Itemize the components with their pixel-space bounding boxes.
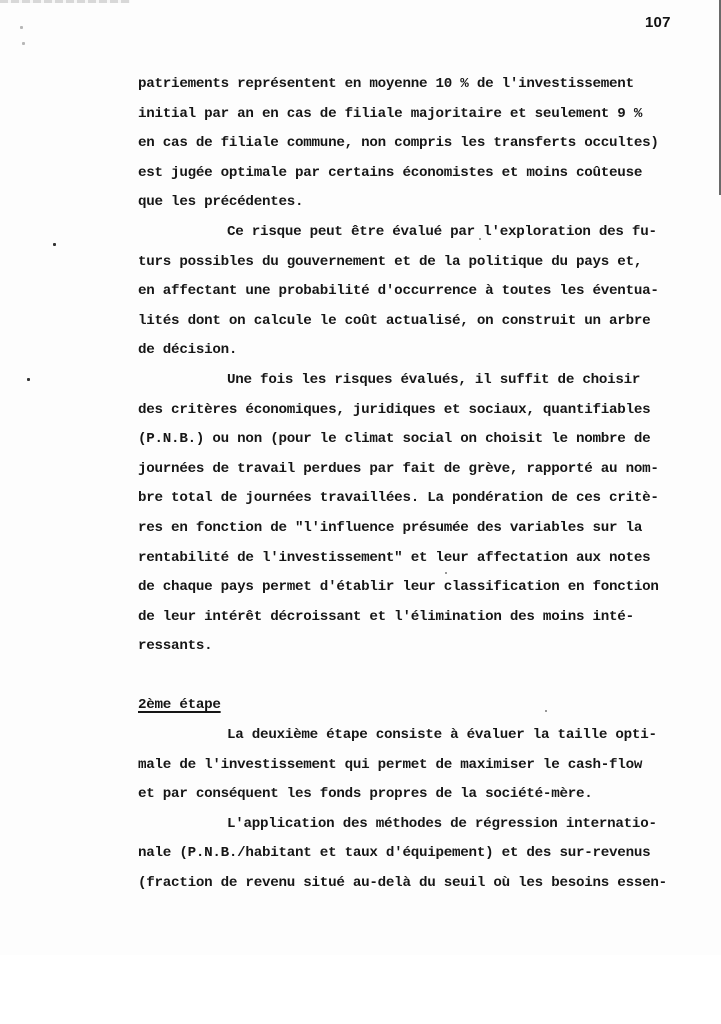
text-line: patriements représentent en moyenne 10 % de l'investissement	[138, 76, 634, 92]
text-line: initial par an en cas de filiale majoritaire et seulement 9 %	[138, 105, 643, 122]
paragraph-gap	[138, 662, 698, 692]
text-line: (P.N.B.) ou non (pour le climat social on choisit le nombre de	[138, 431, 651, 448]
margin-speck	[22, 42, 25, 45]
text-line: rentabilité de l'investissement" et leur affectation aux notes	[138, 549, 651, 566]
text-line: male de l'investissement qui permet de maximiser le cash-flow	[138, 756, 643, 773]
text-line: lités dont on calcule le coût actualisé, on construit un arbre	[138, 312, 651, 329]
page-bottom-margin	[0, 955, 721, 1024]
page-number: 107	[645, 14, 671, 31]
text-line: ressants.	[138, 638, 213, 655]
text-line: de leur intérêt décroissant et l'élimination des moins inté-	[138, 608, 634, 625]
text-line: en affectant une probabilité d'occurrence à toutes les éventua-	[138, 283, 659, 300]
text-line: de décision.	[138, 342, 238, 359]
text-line: en cas de filiale commune, non compris les transferts occultes)	[138, 135, 659, 152]
scan-artifact-strip	[0, 0, 130, 3]
paragraph-start-line: Ce risque peut être évalué par l'exploration des fu-	[227, 223, 657, 240]
text-line: bre total de journées travaillées. La pondération de ces critè-	[138, 490, 659, 507]
paragraph-start-line: L'application des méthodes de régression internatio-	[227, 815, 657, 832]
text-line: (fraction de revenu situé au-delà du seuil où les besoins essen-	[138, 875, 667, 892]
paragraph-start-line: La deuxième étape consiste à évaluer la taille opti-	[227, 727, 657, 744]
text-line: que les précédentes.	[138, 194, 304, 211]
margin-mark	[53, 243, 56, 246]
section-heading: 2ème étape	[138, 697, 221, 714]
margin-mark	[27, 378, 30, 381]
text-line: est jugée optimale par certains économistes et moins coûteuse	[138, 164, 643, 181]
paragraph-start-line: Une fois les risques évalués, il suffit de choisir	[227, 371, 641, 388]
text-line: des critères économiques, juridiques et sociaux, quantifiables	[138, 401, 651, 418]
text-line: nale (P.N.B./habitant et taux d'équipement) et des sur-revenus	[138, 845, 651, 862]
body-text	[138, 70, 698, 899]
margin-speck	[20, 26, 23, 29]
text-line: et par conséquent les fonds propres de la société-mère.	[138, 786, 593, 803]
text-line: res en fonction de "l'influence présumée des variables sur la	[138, 519, 643, 536]
section-heading-line	[138, 691, 698, 721]
text-line: journées de travail perdues par fait de grève, rapporté au nom-	[138, 460, 659, 477]
text-line: turs possibles du gouvernement et de la politique du pays et,	[138, 253, 643, 270]
text-line: de chaque pays permet d'établir leur classification en fonction	[138, 579, 659, 596]
